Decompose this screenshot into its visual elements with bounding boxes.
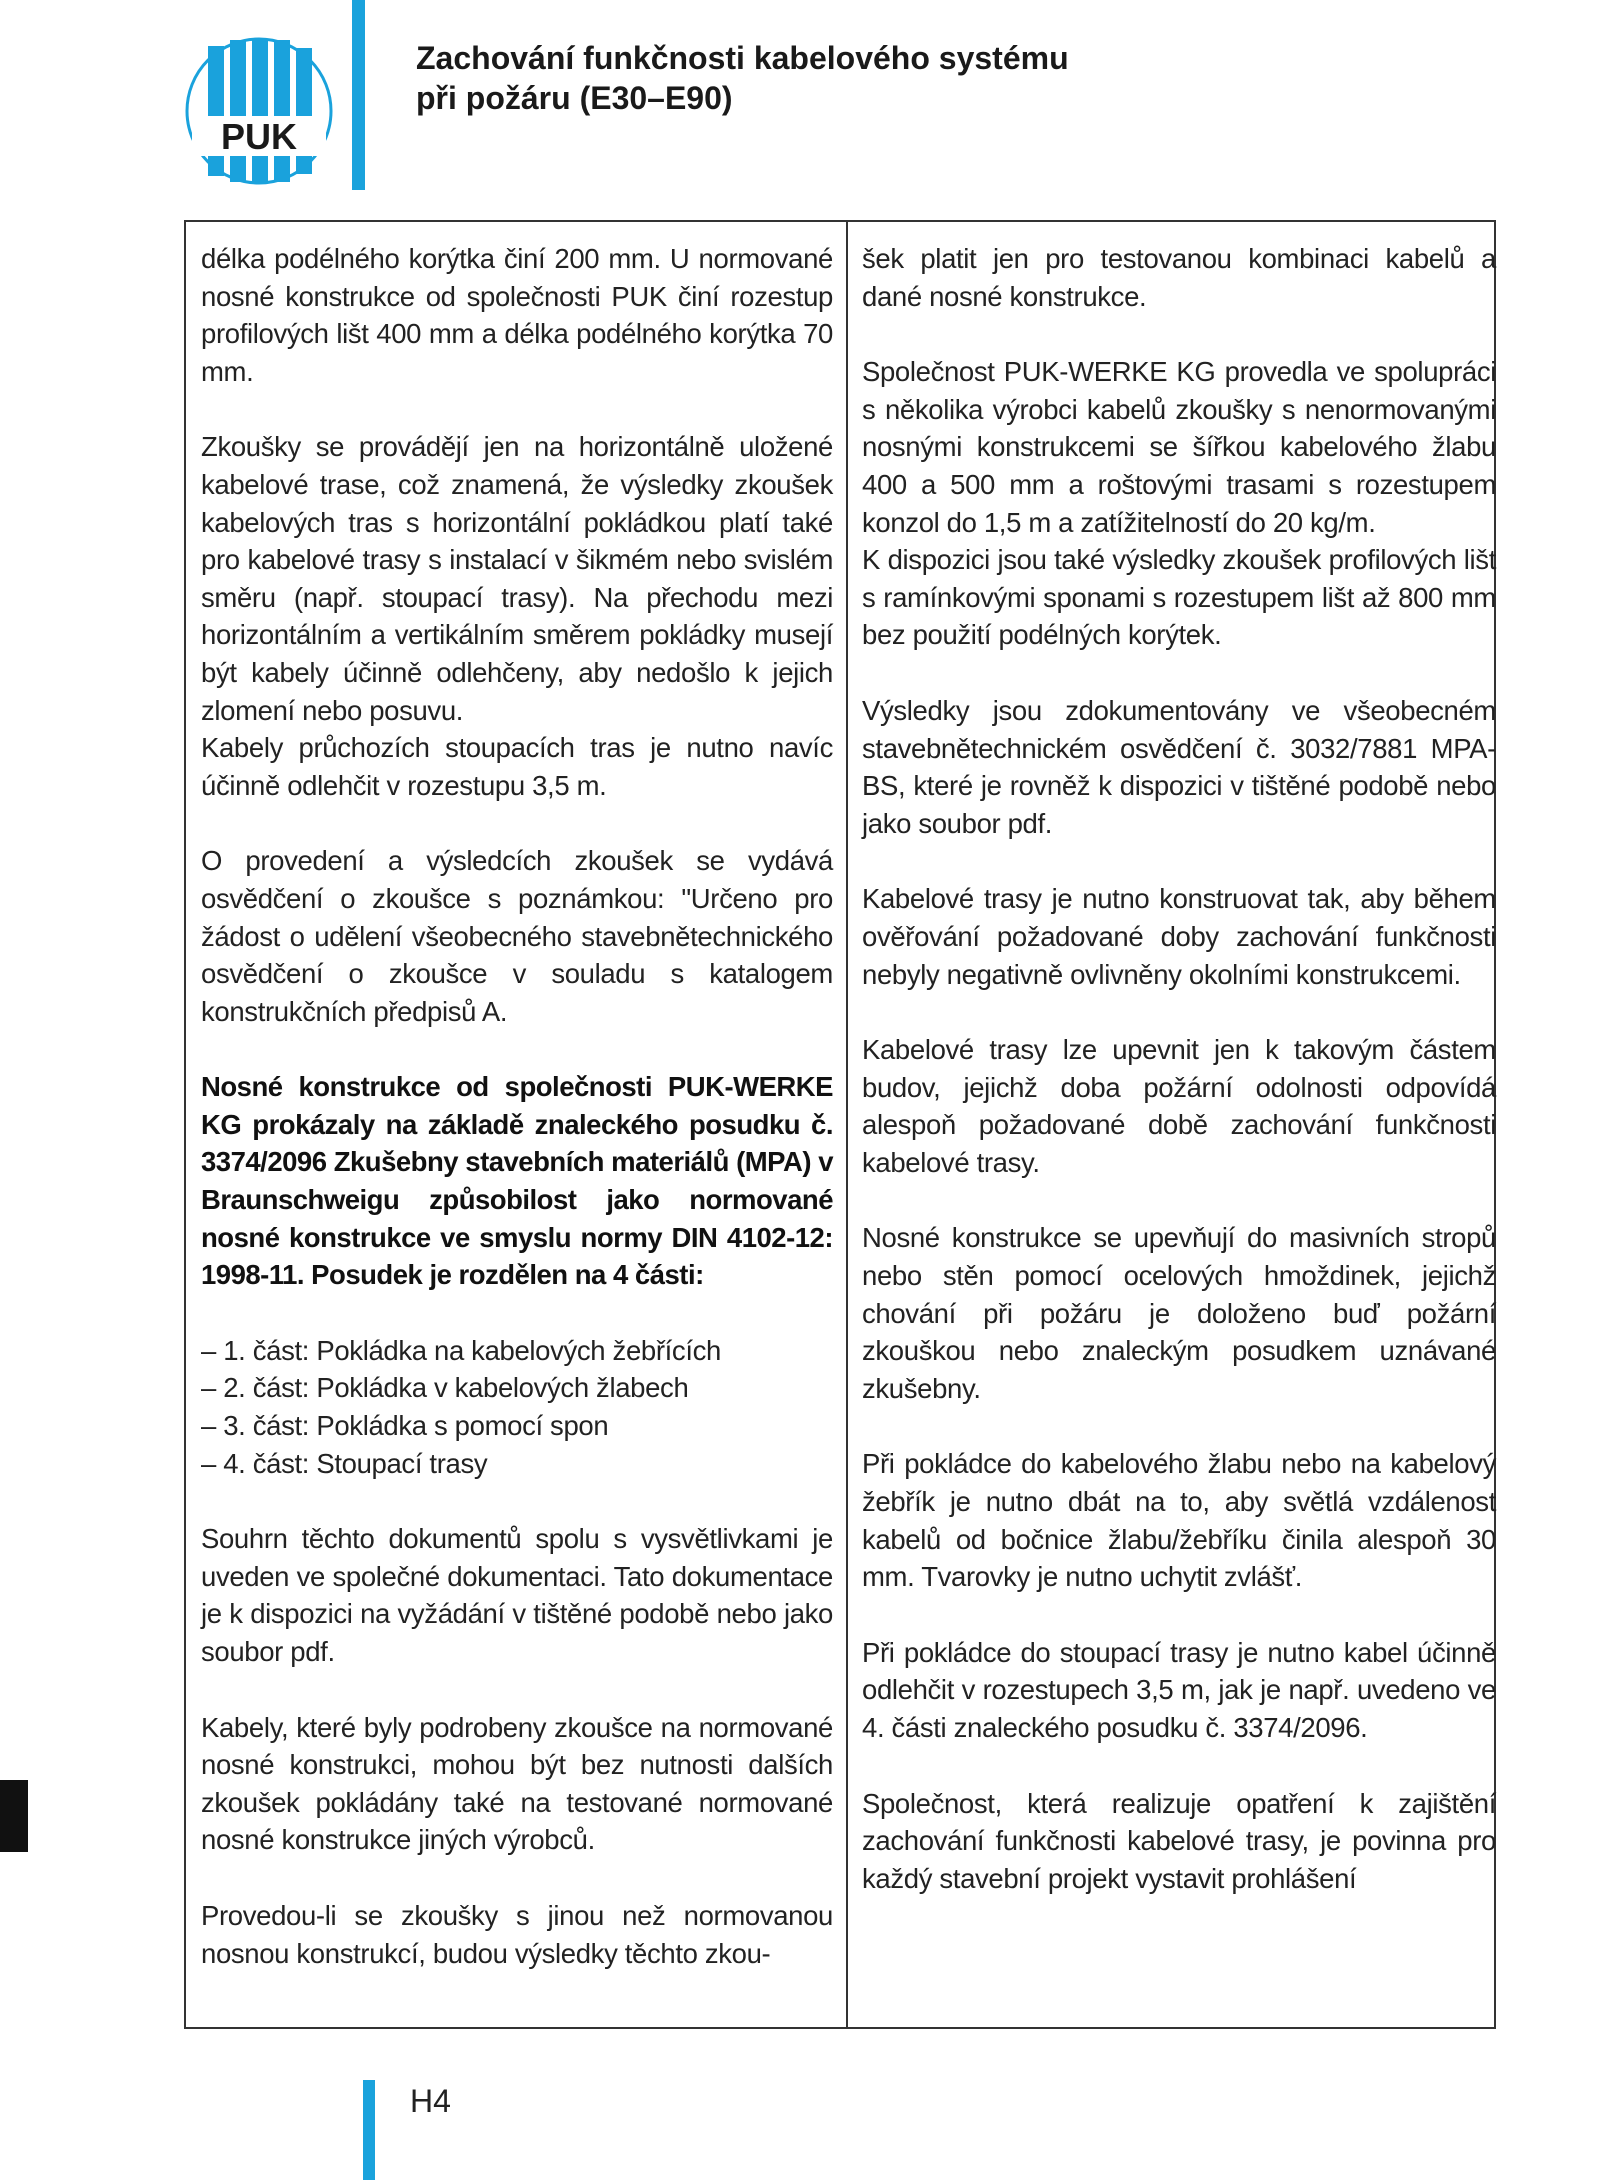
title-line-1: Zachování funkčnosti kabelového systému xyxy=(416,40,1069,76)
paragraph: K dispozici jsou také výsledky zkoušek profilových lišt s ramínkovými sponami s rozestupem lišt až 800 mm bez použití podélných korýtek. xyxy=(862,544,1496,651)
paragraph: Kabelové trasy lze upevnit jen k takovým částem budov, jejichž doba požární odolnosti odpovídá alespoň požadované době zachování funkčnosti kabelové trasy. xyxy=(862,1034,1496,1178)
column-divider xyxy=(846,222,848,2027)
document-title xyxy=(416,38,1069,118)
header-accent-bar xyxy=(352,0,365,190)
paragraph: Kabely, které byly podrobeny zkoušce na normované nosné konstrukci, mohou být bez nutnosti dalších zkoušek pokládány také na testované normované nosné konstrukce jiných výrobců. xyxy=(201,1711,833,1856)
paragraph: Společnost PUK-WERKE KG provedla ve spolupráci s několika výrobci kabelů zkoušky s nenormovanými nosnými konstrukcemi se šířkou kabelového žlabu 400 a 500 mm a roštovými trasami s rozestupem konzol do 1,5 m a zatížitelností do 20 kg/m. xyxy=(862,356,1496,538)
paragraph: Výsledky jsou zdokumentovány ve všeobecném stavebnětechnickém osvědčení č. 3032/7881 MPA-BS, které je rovněž k dispozici v tištěné podobě nebo jako soubor pdf. xyxy=(862,694,1496,839)
paragraph: Při pokládce do stoupací trasy je nutno kabel účinně odlehčit v rozestupech 3,5 m, jak je např. uvedeno ve 4. části znaleckého posudku č. 3374/2096. xyxy=(862,1636,1496,1743)
paragraph: Souhrn těchto dokumentů spolu s vysvětlivkami je uveden ve společné dokumentaci. Tato dokumentace je k dispozici na vyžádání v tištěné podobě nebo jako soubor pdf. xyxy=(201,1523,833,1667)
paragraph: Kabelové trasy je nutno konstruovat tak, aby během ověřování požadované doby zachování funkčnosti nebyly negativně ovlivněny okolními konstrukcemi. xyxy=(862,883,1496,990)
bold-paragraph: Nosné konstrukce od společnosti PUK-WERKE KG prokázaly na základě znaleckého posudku č. 3374/2096 Zkušebny stavebních materiálů (MPA) v Braunschweigu způsobilost jako normované nosné konstrukce ve smyslu normy DIN 4102-12: 1998-11. Posudek je rozdělen na 4 části: xyxy=(201,1071,833,1291)
list-item: – 2. část: Pokládka v kabelových žlabech xyxy=(201,1372,689,1404)
section-tab-marker xyxy=(0,1780,28,1852)
paragraph: Kabely průchozích stoupacích tras je nutno navíc účinně odlehčit v rozestupu 3,5 m. xyxy=(201,732,833,801)
paragraph: Provedou-li se zkoušky s jinou než normovanou nosnou konstrukcí, budou výsledky těchto zkou- xyxy=(201,1899,833,1969)
page-number: H4 xyxy=(410,2083,451,2119)
left-column xyxy=(201,240,833,2010)
paragraph: Společnost, která realizuje opatření k zajištění zachování funkčnosti kabelové trasy, je povinna pro každý stavební projekt vystavit prohlášení xyxy=(862,1787,1496,1894)
paragraph: Zkoušky se provádějí jen na horizontálně uložené kabelové trase, což znamená, že výsledky zkoušek kabelových tras s horizontální pokládkou platí také pro kabelové trasy s instalací v šikmém nebo svislém směru (např. stoupací trasy). Na přechodu mezi horizontálním a vertikálním směrem pokládky musejí být kabely účinně odlehčeny, aby nedošlo k jejich zlomení nebo posuvu. xyxy=(201,431,833,726)
paragraph: Při pokládce do kabelového žlabu nebo na kabelový žebřík je nutno dbát na to, aby světlá vzdálenost kabelů od bočnice žlabu/žebříku činila alespoň 30 mm. Tvarovky je nutno uchytit zvlášť. xyxy=(862,1448,1496,1593)
list-item: – 1. část: Pokládka na kabelových žebřících xyxy=(201,1334,721,1366)
list-item: – 4. část: Stoupací trasy xyxy=(201,1447,488,1479)
paragraph: Nosné konstrukce se upevňují do masivních stropů nebo stěn pomocí ocelových hmoždinek, jejichž chování při požáru je doloženo buď požární zkouškou nebo znaleckým posudkem uznávané zkušebny. xyxy=(862,1222,1496,1404)
paragraph: délka podélného korýtka činí 200 mm. U normované nosné konstrukce od společnosti PUK činí rozestup profilových lišt 400 mm a délka podélného korýtka 70 mm. xyxy=(201,243,833,387)
paragraph: šek platit jen pro testovanou kombinaci kabelů a dané nosné konstrukce. xyxy=(862,243,1496,312)
footer-accent-bar xyxy=(363,2080,375,2180)
title-line-2: při požáru (E30–E90) xyxy=(416,80,733,116)
paragraph: O provedení a výsledcích zkoušek se vydává osvědčení o zkoušce s poznámkou: "Určeno pro žádost o udělení všeobecného stavebnětechnického osvědčení o zkoušce v souladu s katalogem konstrukčních předpisů A. xyxy=(201,845,833,1027)
puk-logo xyxy=(184,36,334,186)
logo-text: PUK xyxy=(220,116,298,157)
list-item: – 3. část: Pokládka s pomocí spon xyxy=(201,1410,609,1442)
part-list xyxy=(201,1332,833,1482)
right-column xyxy=(862,240,1496,1935)
